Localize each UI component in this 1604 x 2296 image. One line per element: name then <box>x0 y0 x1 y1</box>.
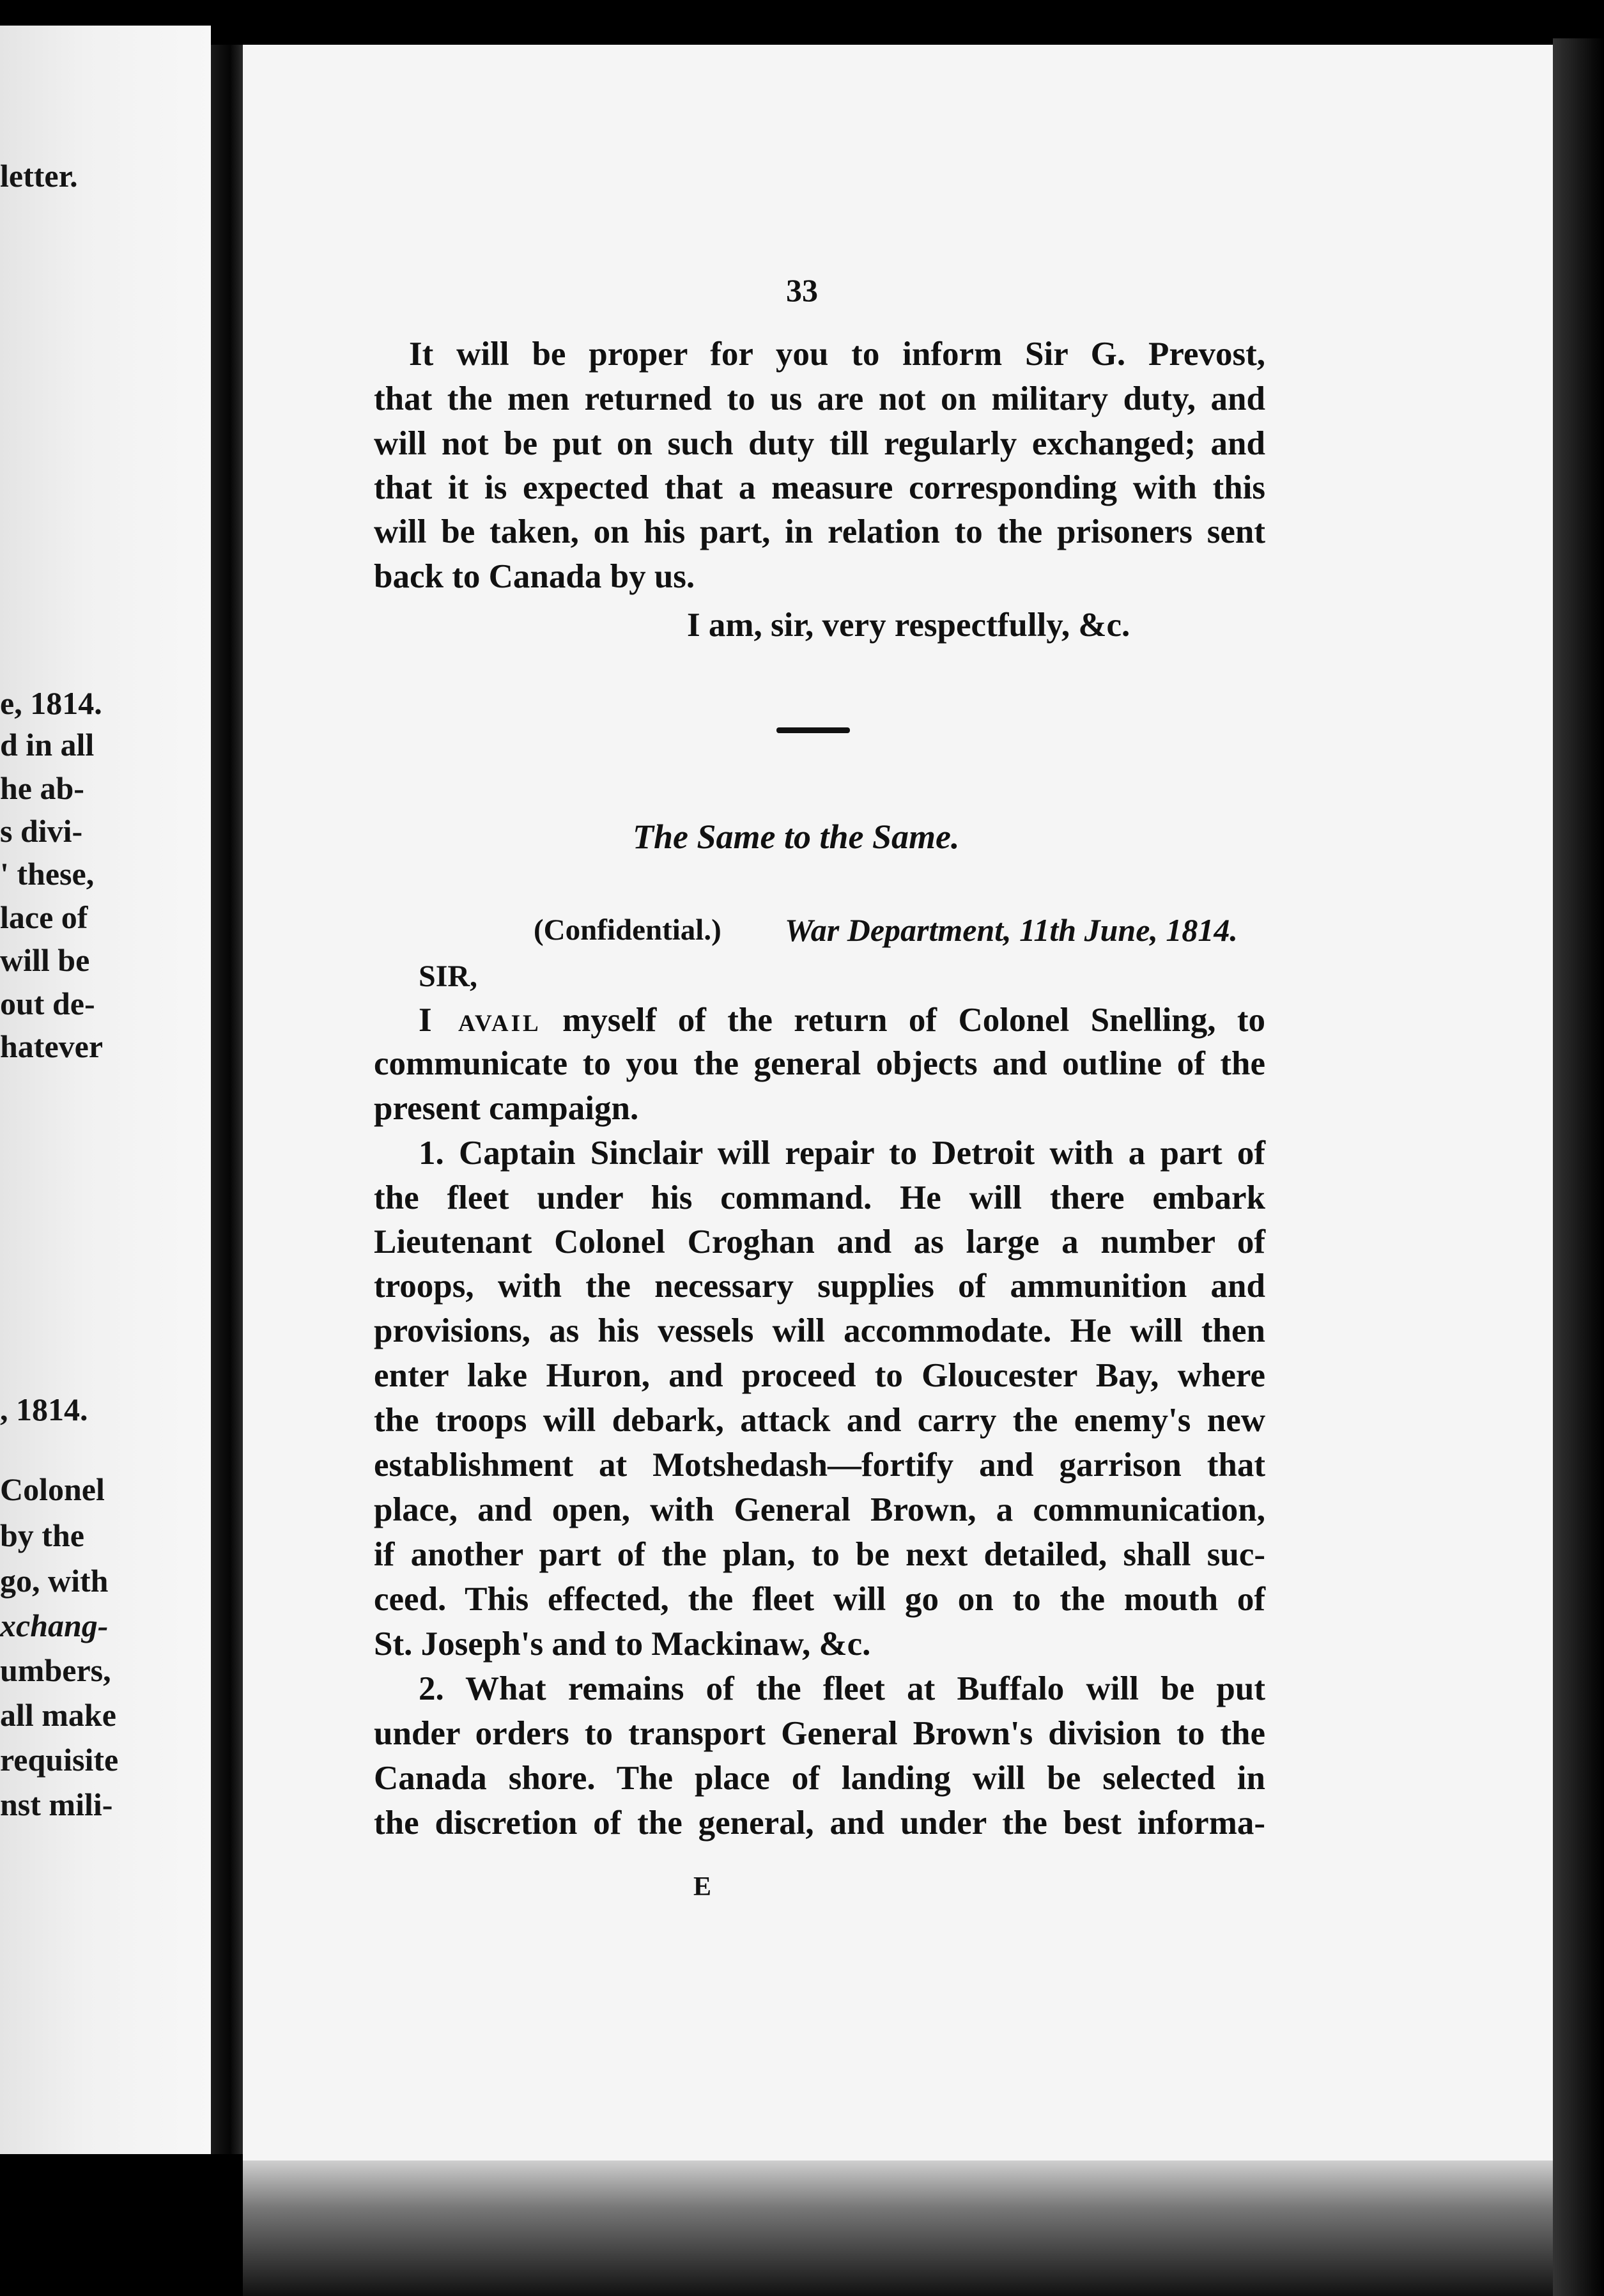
body-line: the troops will debark, attack and carry the enemy's new <box>374 1402 1265 1439</box>
left-page-line: hatever <box>0 1028 104 1064</box>
body-line: establishment at Motshedash—fortify and garrison that <box>374 1447 1265 1484</box>
body-line <box>419 1004 1265 1037</box>
letter-salutation: SIR, <box>419 959 478 993</box>
letter-dateline: War Department, 11th June, 1814. <box>785 912 1238 948</box>
signature-mark: E <box>693 1872 712 1902</box>
left-page-line: nst mili- <box>0 1787 113 1822</box>
body-line: if another part of the plan, to be next detailed, shall suc- <box>374 1536 1265 1573</box>
body-line: that the men returned to us are not on military duty, and <box>374 380 1265 417</box>
body-line: 1. Captain Sinclair will repair to Detroit with a part of <box>419 1135 1265 1172</box>
left-page-line: lace of <box>0 899 88 935</box>
body-line: will not be put on such duty till regularly exchanged; and <box>374 425 1265 462</box>
body-line: provisions, as his vessels will accommodate. He will then <box>374 1312 1265 1349</box>
left-page-line: d in all <box>0 727 95 763</box>
left-page-line: letter. <box>0 158 78 194</box>
left-page-line: , 1814. <box>0 1392 88 1427</box>
body-line: Lieutenant Colonel Croghan and as large a number of <box>374 1223 1265 1260</box>
page-number: 33 <box>786 272 818 308</box>
body-line: communicate to you the general objects and outline of the <box>374 1045 1265 1082</box>
body-line: under orders to transport General Brown's division to the <box>374 1715 1265 1752</box>
opening-word: I avail <box>419 1002 541 1039</box>
body-line: troops, with the necessary supplies of ammunition and <box>374 1268 1265 1305</box>
left-page-line: he ab- <box>0 770 84 806</box>
left-page-line: ' these, <box>0 856 95 892</box>
body-line: present campaign. <box>374 1090 639 1127</box>
body-line: that it is expected that a measure corresponding with this <box>374 469 1265 506</box>
body-line: It will be proper for you to inform Sir G. Prevost, <box>409 336 1265 373</box>
left-page-line: Colonel <box>0 1471 105 1507</box>
left-page-line: will be <box>0 942 90 978</box>
left-page-line: requisite <box>0 1742 119 1778</box>
body-line: Canada shore. The place of landing will be selected in <box>374 1760 1265 1797</box>
body-line: St. Joseph's and to Mackinaw, &c. <box>374 1625 871 1663</box>
confidential-note: (Confidential.) <box>534 913 721 947</box>
body-line: the fleet under his command. He will there embark <box>374 1179 1265 1216</box>
left-page-line: s divi- <box>0 813 83 849</box>
left-page-line: out de- <box>0 986 95 1021</box>
left-page-line: by the <box>0 1517 84 1553</box>
section-divider <box>776 727 850 733</box>
left-page-line: umbers, <box>0 1652 111 1688</box>
opening-line-rest: myself of the return of Colonel Snelling, to <box>541 1002 1266 1039</box>
body-line: back to Canada by us. <box>374 558 695 595</box>
body-line: place, and open, with General Brown, a communication, <box>374 1491 1265 1528</box>
body-line: ceed. This effected, the fleet will go on to the mouth of <box>374 1581 1265 1618</box>
body-line: enter lake Huron, and proceed to Gloucester Bay, where <box>374 1357 1265 1394</box>
body-line: 2. What remains of the fleet at Buffalo will be put <box>419 1670 1265 1707</box>
body-line: will be taken, on his part, in relation to the prisoners sent <box>374 513 1265 550</box>
body-line: the discretion of the general, and under the best informa- <box>374 1804 1265 1842</box>
left-page-line: all make <box>0 1697 116 1733</box>
left-page-line: xchang- <box>0 1608 109 1643</box>
letter-heading: The Same to the Same. <box>633 818 960 856</box>
letter-closing: I am, sir, very respectfully, &c. <box>687 607 1130 644</box>
left-page-line: go, with <box>0 1563 109 1599</box>
left-page-line: e, 1814. <box>0 685 102 721</box>
